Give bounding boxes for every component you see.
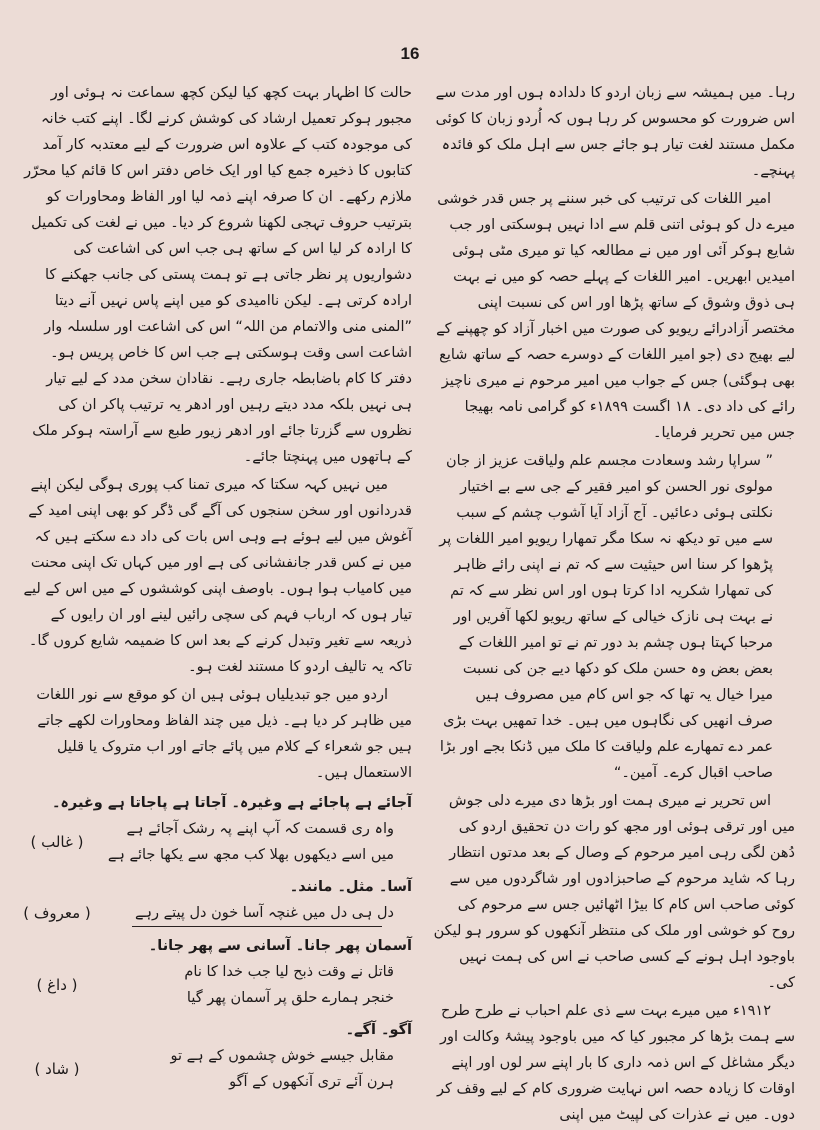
paragraph: امیر اللغات کی ترتیب کی خبر سننے پر جس قدر خوشی میرے دل کو ہوئی اتنی قلم سے ادا نہیں ہوسکتی اور جب شایع ہوکر آئی اور میں نے مطالعہ کیا تو میری مٹی ہوئی امیدیں ابھریں۔ امیر اللغات کے پہلے حصہ کو میں نے بہت ہی ذوق وشوق کے ساتھ پڑھا اور اس کی نسبت اپنی مختصر آزادرائے ریویو کی صورت میں اخبار آزاد کو چھپنے کے لیے بھیج دی (جو امیر اللغات کے دوسرے حصہ کے ساتھ شایع بھی ہوگئی) جس کے جواب میں امیر مرحوم نے میری ناچیز رائے کی داد دی۔ ۱۸ اگست ۱۸۹۹ء کو گرامی نامہ بھیجا جس میں تحریر فرمایا۔ <box>436 191 795 441</box>
poet-name: ( غالب ) <box>30 833 84 851</box>
divider <box>132 926 382 927</box>
poet-name: ( شاد ) <box>34 1060 80 1078</box>
paragraph: اردو میں جو تبدیلیاں ہوئی ہیں ان کو موقع سے نور اللغات میں ظاہر کر دیا ہے۔ ذیل میں چند الفاظ ومحاورات لکھے جاتے ہیں جو شعراء کے کلام میں پائے جاتے اور اب متروک یا قلیل الاستعمال ہیں۔ <box>36 687 412 781</box>
verse-line: واہ ری قسمت کہ آپ اپنے پہ رشک آجائے ہے <box>126 821 394 837</box>
paragraph: اس تحریر نے میری ہمت اور بڑھا دی میرے دلی جوش میں اور ترقی ہوئی اور مجھ کو رات دن تحقیق اردو کی دُھن لگی رہی امیر مرحوم کے وصال کے بعد مدتوں انتظار رہا کہ شاید مرحوم کے صاحبزادوں اور شاگردوں میں سے کوئی صاحب اس کام کا بیڑا اٹھائیں جس سے مرحوم کی روح کو خوشی اور ملک کی منتظر آنکھوں کو سرور ہو لیکن باوجود اہل ہونے کے کسی صاحب نے اس کی ہمت نہیں کی۔ <box>433 793 795 991</box>
poet-name: ( معروف ) <box>23 904 91 922</box>
entry-heading: آجائے ہے پاجائے ہے وغیرہ۔ آجاتا ہے پاجاتا ہے وغیرہ۔ <box>51 795 412 811</box>
entry-heading: آسمان پھر جانا۔ آسانی سے پھر جانا۔ <box>148 938 412 954</box>
entry-heading: آگو۔ آگے۔ <box>345 1022 412 1038</box>
paragraph: میں نہیں کہہ سکتا کہ میری تمنا کب پوری ہوگی لیکن اپنے قدردانوں اور سخن سنجوں کی آگے گی ڈگر کو بھی اپنی امید کے آغوش میں لیے ہوئے ہے وہی اس بات کی داد دے سکتے ہیں کہ میں نے کس قدر جانفشانی کی ہے اور میں کہاں تک اپنی محنت میں کامیاب ہوا ہوں۔ باوصف اپنی کوششوں کے میں اس کے لیے تیار ہوں کہ ارباب فہم کی سچی رائیں لینے اور ان رایوں کے ذریعہ سے تغیر وتبدل کرنے کے بعد اس کا ضمیمہ شایع کروں گا۔ تاکہ یہ تالیف اردو کا مستند لغت ہو۔ <box>23 477 412 675</box>
page-number: 16 <box>400 44 420 63</box>
verse-line: دل ہی دل میں غنچہ آسا خون دل پیتے رہے <box>134 905 394 921</box>
word-entry <box>22 933 412 1011</box>
paragraph: حالت کا اظہار بہت کچھ کیا لیکن کچھ سماعت نہ ہوئی اور مجبور ہوکر تعمیل ارشاد کی کوشش کرنے لگا۔ اپنے کتب خانہ کی موجودہ کتب کے علاوہ اس ضرورت کے لیے معتدبہ کار آمد کتابوں کا ذخیرہ جمع کیا اور ایک خاص دفتر اس کا قائم کیا محرّر ملازم رکھے۔ ان کا صرفہ اپنے ذمہ لیا اور الفاظ ومحاورات کو بترتیب حروف تہجی لکھنا شروع کر دیا۔ میں نے لغت کی تکمیل کا ارادہ کر لیا اس کے ساتھ ہی جب اس کی اشاعت کی دشواریوں پر نظر جاتی ہے تو ہمت پستی کی جانب جھکنے کا ارادہ کرتی ہے۔ لیکن ناامیدی کو میں اپنے پاس نہیں آنے دیتا ”المنی منی والاتمام من اللہ“ اس کی اشاعت اور سلسلہ وار اشاعت اسی وقت ہوسکتی ہے جب اس کا خاص پریس ہو۔ دفتر کا کام باضابطہ جاری رہے۔ نقادان سخن مدد کے لیے تیار ہی نہیں بلکہ مدد دیتے رہیں اور ادھر یہ ترتیب پاکر ان کی نظروں سے گزرتا جائے اور ادھر زیور طبع سے آراستہ ہوکر ملک کے ہاتھوں میں پہنچتا جائے۔ <box>24 85 412 465</box>
word-entry <box>22 1017 412 1095</box>
left-column <box>22 80 412 1101</box>
entry-heading: آسا۔ مثل۔ مانند۔ <box>289 879 412 895</box>
paragraph: ۱۹۱۲ء میں میرے بہت سے ذی علم احباب نے طرح طرح سے ہمت بڑھا کر مجبور کیا کہ میں باوجود پیشۂ وکالت اور دیگر مشاغل کے اس ذمہ داری کا بار اپنے سر لوں اور اپنے اوقات کا زیادہ حصہ اس نہایت ضروری کام کے لیے وقف کر دوں۔ میں نے عذرات کی لپیٹ میں اپنی <box>437 1003 795 1123</box>
right-column <box>433 80 795 1130</box>
verse-line: خنجر ہمارے حلق پر آسمان پھر گیا <box>186 990 394 1006</box>
poet-name: ( داغ ) <box>36 976 78 994</box>
word-entry <box>22 874 412 927</box>
verse-line: میں اسے دیکھوں بھلا کب مجھ سے یکھا جائے ہے <box>107 847 394 863</box>
verse-line: مقابل جیسے خوش چشموں کے ہے تو <box>170 1048 394 1064</box>
verse-line: قاتل نے وقت ذبح لیا جب خدا کا نام <box>184 964 394 980</box>
verse <box>22 959 412 1011</box>
verse <box>22 1043 412 1095</box>
verse-line: ہرن آئے تری آنکھوں کے آگو <box>229 1074 394 1090</box>
verse <box>22 816 412 868</box>
word-entry <box>22 790 412 868</box>
quoted-letter: ” سراپا رشد وسعادت مجسم علم ولیاقت عزیز از جان مولوی نور الحسن کو امیر فقیر کے جی سے بے اختیار نکلتی ہوئی دعائیں۔ آج آزاد آیا آشوب چشم کے سبب سے میں تو دیکھ نہ سکا مگر تمھارا ریویو امیر اللغات پر پڑھوا کر سنا اس حیثیت سے کہ تم نے اپنی رائے ظاہر کی تمھارا شکریہ ادا کرتا ہوں اور اس نظر سے کہ تم نے بہت ہی نازک خیالی کے ساتھ ریویو لکھا آفریں اور مرحبا کہتا ہوں چشم بد دور تم نے تو امیر اللغات کے بعض بعض وہ حسن ملک کو دکھا دیے جن کی نسبت میرا خیال یہ تھا کہ جو اس کام میں مصروف ہیں صرف انھیں کی نگاہوں میں ہیں۔ خدا تمھیں بہت بڑی عمر دے تمھارے علم ولیاقت کا ملک میں ڈنکا بجے اور بڑا صاحب اقبال کرے۔ آمین۔“ <box>439 453 773 781</box>
verse <box>22 900 412 926</box>
paragraph: رہا۔ میں ہمیشہ سے زبان اردو کا دلدادہ ہوں اور مدت سے اس ضرورت کو محسوس کر رہا ہوں کہ اُردو زبان کا کوئی مکمل مستند لغت تیار ہو جائے جس سے اہل ملک کو فائدہ پہنچے۔ <box>435 85 795 179</box>
